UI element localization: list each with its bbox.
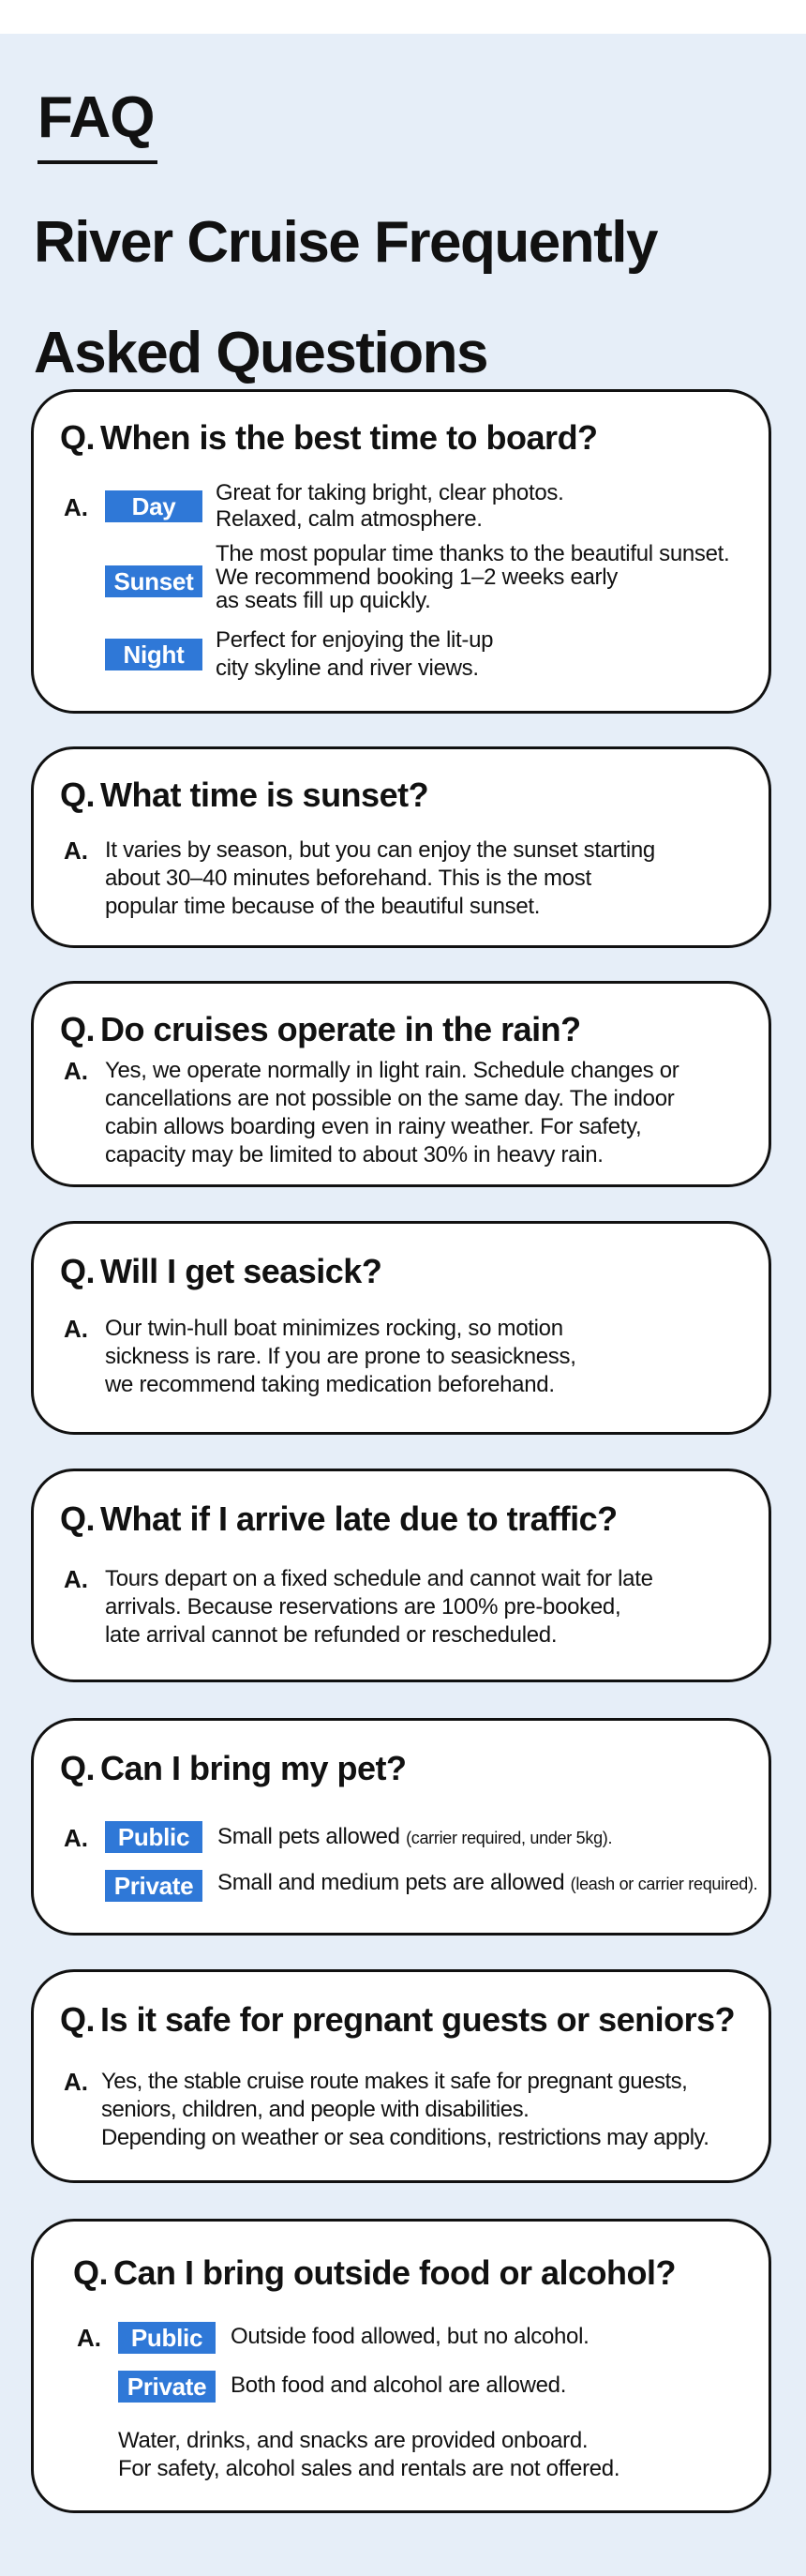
- faq-card-4: [31, 1221, 771, 1435]
- tag-description: Both food and alcohol are allowed.: [231, 2373, 567, 2398]
- tag-private: Private: [105, 1870, 202, 1902]
- faq-question: Q. Can I bring outside food or alcohol?: [73, 2253, 676, 2292]
- tag-description: The most popular time thanks to the beautiful sunset. We recommend booking 1–2 weeks early as seats fill up quickly.: [216, 541, 730, 613]
- faq-question: Q. Is it safe for pregnant guests or seniors?: [60, 2000, 736, 2039]
- tag-description: Small and medium pets are allowed (leash or carrier required).: [217, 1870, 758, 1895]
- answer-text: It varies by season, but you can enjoy the sunset starting about 30–40 minutes beforehand. This is the most popular time because of the beautiful sunset.: [105, 837, 655, 919]
- answer-mark: A.: [64, 493, 88, 521]
- answer-mark: A.: [77, 2324, 101, 2352]
- answer-mark: A.: [64, 1824, 88, 1852]
- answer-mark: A.: [64, 1057, 88, 1085]
- faq-question: Q. Do cruises operate in the rain?: [60, 1010, 581, 1048]
- page-title: River Cruise Frequently Asked Questions: [34, 210, 657, 385]
- answer-text: Our twin-hull boat minimizes rocking, so motion sickness is rare. If you are prone to seasickness, we recommend taking medication beforehand.: [105, 1316, 576, 1397]
- tag-description: Outside food allowed, but no alcohol.: [231, 2324, 590, 2349]
- faq-card-5: [31, 1469, 771, 1682]
- faq-card-2: [31, 746, 771, 948]
- tag-private: Private: [118, 2371, 216, 2403]
- answer-mark: A.: [64, 836, 88, 865]
- faq-question: Q. When is the best time to board?: [60, 418, 598, 457]
- tag-day: Day: [105, 490, 202, 522]
- tag-description: Great for taking bright, clear photos. Relaxed, calm atmosphere.: [216, 480, 564, 532]
- faq-card-7: [31, 1969, 771, 2183]
- faq-card-8: [31, 2219, 771, 2513]
- tag-sunset: Sunset: [105, 565, 202, 597]
- faq-question: Q. Will I get seasick?: [60, 1252, 382, 1290]
- answer-mark: A.: [64, 2068, 88, 2096]
- tag-public: Public: [118, 2322, 216, 2354]
- faq-card-1: [31, 389, 771, 714]
- answer-text: Tours depart on a fixed schedule and cannot wait for late arrivals. Because reservations are 100% pre-booked, late arrival cannot be refunded or rescheduled.: [105, 1566, 653, 1648]
- answer-text: Yes, we operate normally in light rain. Schedule changes or cancellations are not possible on the same day. The indoor cabin allows boarding even in rainy weather. For safety, capacity may be limited to about 30% in heavy rain.: [105, 1058, 679, 1167]
- answer-mark: A.: [64, 1315, 88, 1343]
- answer-mark: A.: [64, 1565, 88, 1593]
- faq-question: Q. What time is sunset?: [60, 776, 429, 814]
- faq-underline: [37, 160, 157, 164]
- faq-card-6: [31, 1718, 771, 1936]
- faq-question: Q. What if I arrive late due to traffic?: [60, 1499, 618, 1538]
- tag-night: Night: [105, 639, 202, 670]
- answer-text: Yes, the stable cruise route makes it safe for pregnant guests, seniors, children, and people with disabilities. Depending on weather or sea conditions, restrictions may apply.: [101, 2069, 709, 2150]
- tag-description: Perfect for enjoying the lit-up city skyline and river views.: [216, 627, 494, 681]
- tag-public: Public: [105, 1821, 202, 1853]
- faq-label: FAQ: [37, 85, 155, 150]
- faq-card-3: [31, 981, 771, 1187]
- tag-description: Small pets allowed (carrier required, under 5kg).: [217, 1824, 613, 1849]
- faq-question: Q. Can I bring my pet?: [60, 1749, 407, 1787]
- extra-note: Water, drinks, and snacks are provided onboard. For safety, alcohol sales and rentals are not offered.: [118, 2428, 620, 2481]
